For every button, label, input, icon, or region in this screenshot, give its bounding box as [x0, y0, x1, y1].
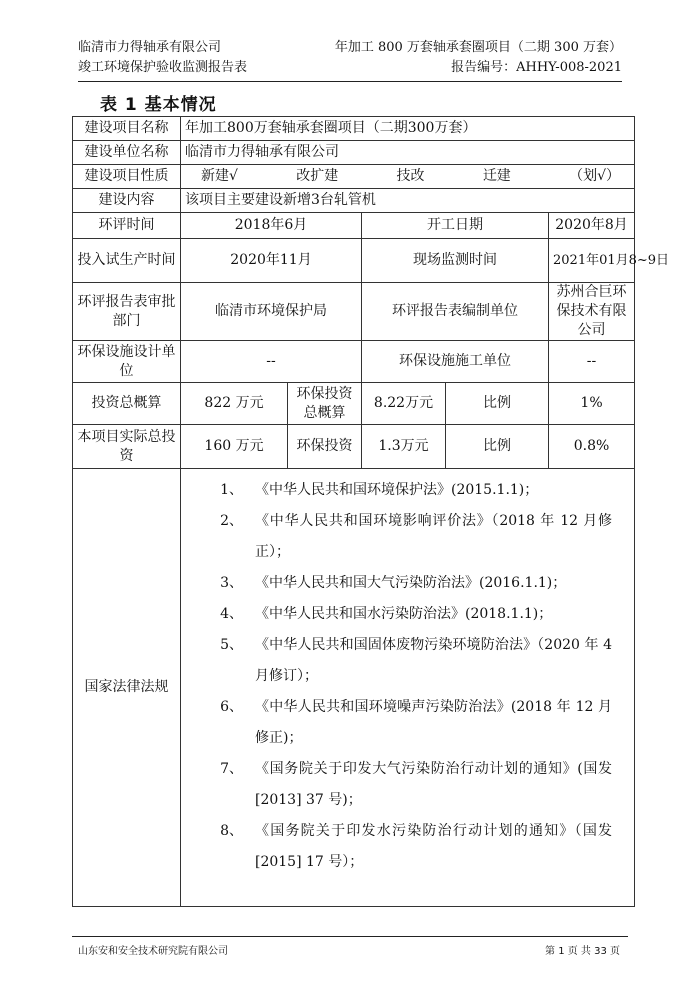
laws-cell: [181, 469, 635, 907]
law-text: 《国务院关于印发水污染防治行动计划的通知》（国发[2015] 17 号）；: [255, 823, 613, 870]
trial-label: 投入试生产时间: [73, 239, 181, 283]
table-row: [73, 283, 635, 341]
table-row: [73, 141, 635, 165]
laws-list: [185, 469, 630, 886]
header-report-type: 竣工环境保护验收监测报告表: [78, 60, 248, 75]
list-item: [185, 754, 612, 816]
law-text: 《中华人民共和国水污染防治法》(2018.1.1)；: [255, 606, 553, 622]
law-text: 《中华人民共和国环境保护法》(2015.1.1)；: [255, 482, 539, 498]
env-budget-value: 8.22万元: [362, 383, 446, 425]
law-number: 1、: [220, 482, 243, 498]
monitor-time-label: 现场监测时间: [362, 239, 549, 283]
eia-time-value: 2018年6月: [181, 213, 362, 239]
design-unit-value: --: [181, 341, 362, 383]
list-item: [185, 599, 612, 630]
project-name-value: 年加工800万套轴承套圈项目（二期300万套）: [181, 117, 635, 141]
start-date-value: 2020年8月: [549, 213, 635, 239]
nature-option-tech: 技改: [396, 168, 425, 184]
budget-label: 投资总概算: [73, 383, 181, 425]
actual-invest-label: 本项目实际总投资: [73, 425, 181, 469]
law-number: 5、: [220, 637, 243, 653]
list-item: [185, 692, 612, 754]
project-name-label: 建设项目名称: [73, 117, 181, 141]
table-row: [73, 341, 635, 383]
table-row: [73, 165, 635, 189]
ratio-value-1: 1%: [549, 383, 635, 425]
start-date-label: 开工日期: [362, 213, 549, 239]
law-text: 《中华人民共和国固体废物污染环境防治法》（2020 年 4 月修订）；: [255, 637, 613, 684]
design-unit-label: 环保设施设计单位: [73, 341, 181, 383]
trial-value: 2020年11月: [181, 239, 362, 283]
page-header: [78, 38, 622, 78]
header-report-number: 报告编号：AHHY-008-2021: [451, 60, 622, 75]
unit-label: 建设单位名称: [73, 141, 181, 165]
table-row: [73, 469, 635, 907]
header-company: 临清市力得轴承有限公司: [78, 40, 222, 55]
footer-org: 山东安和安全技术研究院有限公司: [78, 946, 228, 957]
law-number: 2、: [220, 513, 243, 529]
law-number: 4、: [220, 606, 243, 622]
content-label: 建设内容: [73, 189, 181, 213]
laws-label: 国家法律法规: [73, 469, 181, 907]
law-text: 《中华人民共和国环境影响评价法》（2018 年 12 月修正）；: [255, 513, 613, 560]
law-number: 8、: [220, 823, 243, 839]
approval-dept-value: 临清市环境保护局: [181, 283, 362, 341]
list-item: [185, 475, 612, 506]
law-number: 3、: [220, 575, 243, 591]
monitor-time-value: 2021年01月8~9日: [549, 239, 635, 283]
basic-info-table: [72, 116, 670, 907]
construct-unit-label: 环保设施施工单位: [362, 341, 549, 383]
nature-option-new: 新建√: [201, 168, 238, 184]
env-budget-label: 环保投资总概算: [288, 383, 362, 425]
approval-dept-label: 环评报告表审批部门: [73, 283, 181, 341]
eia-time-label: 环评时间: [73, 213, 181, 239]
page-footer: [78, 942, 620, 957]
header-project: 年加工 800 万套轴承套圈项目（二期 300 万套）: [334, 40, 622, 55]
footer-page-number: 第 1 页 共 33 页: [545, 946, 620, 957]
law-number: 6、: [220, 699, 243, 715]
list-item: [185, 568, 612, 599]
table-row: [73, 239, 635, 283]
construct-unit-value: --: [549, 341, 635, 383]
law-text: 《中华人民共和国大气污染防治法》(2016.1.1)；: [255, 575, 567, 591]
env-invest-value: 1.3万元: [362, 425, 446, 469]
prep-unit-label: 环评报告表编制单位: [362, 283, 549, 341]
law-text: 《国务院关于印发大气污染防治行动计划的通知》(国发[2013] 37 号)；: [255, 761, 613, 808]
table-row: [73, 213, 635, 239]
nature-options: [181, 165, 635, 189]
law-text: 《中华人民共和国环境噪声污染防治法》(2018 年 12 月修正)；: [255, 699, 613, 746]
list-item: [185, 816, 612, 878]
ratio-label-2: 比例: [446, 425, 549, 469]
prep-unit-value: 苏州合巨环保技术有限公司: [549, 283, 635, 341]
table-title: 表 1 基本情况: [100, 95, 217, 115]
law-number: 7、: [220, 761, 243, 777]
header-line-2: [78, 58, 622, 78]
nature-option-note: （划√）: [569, 168, 621, 184]
table-row: [73, 383, 635, 425]
list-item: [185, 506, 612, 568]
table-row: [73, 117, 635, 141]
ratio-value-2: 0.8%: [549, 425, 635, 469]
nature-option-relocate: 迁建: [482, 168, 511, 184]
header-divider: [78, 81, 622, 82]
content-value: 该项目主要建设新增3台轧管机: [181, 189, 635, 213]
nature-label: 建设项目性质: [73, 165, 181, 189]
ratio-label-1: 比例: [446, 383, 549, 425]
unit-value: 临清市力得轴承有限公司: [181, 141, 635, 165]
header-line-1: [78, 38, 622, 58]
list-item: [185, 630, 612, 692]
budget-value: 822 万元: [181, 383, 288, 425]
actual-invest-value: 160 万元: [181, 425, 288, 469]
nature-option-expand: 改扩建: [296, 168, 339, 184]
footer-divider: [72, 936, 628, 937]
env-invest-label: 环保投资: [288, 425, 362, 469]
table-row: [73, 425, 635, 469]
table-row: [73, 189, 635, 213]
